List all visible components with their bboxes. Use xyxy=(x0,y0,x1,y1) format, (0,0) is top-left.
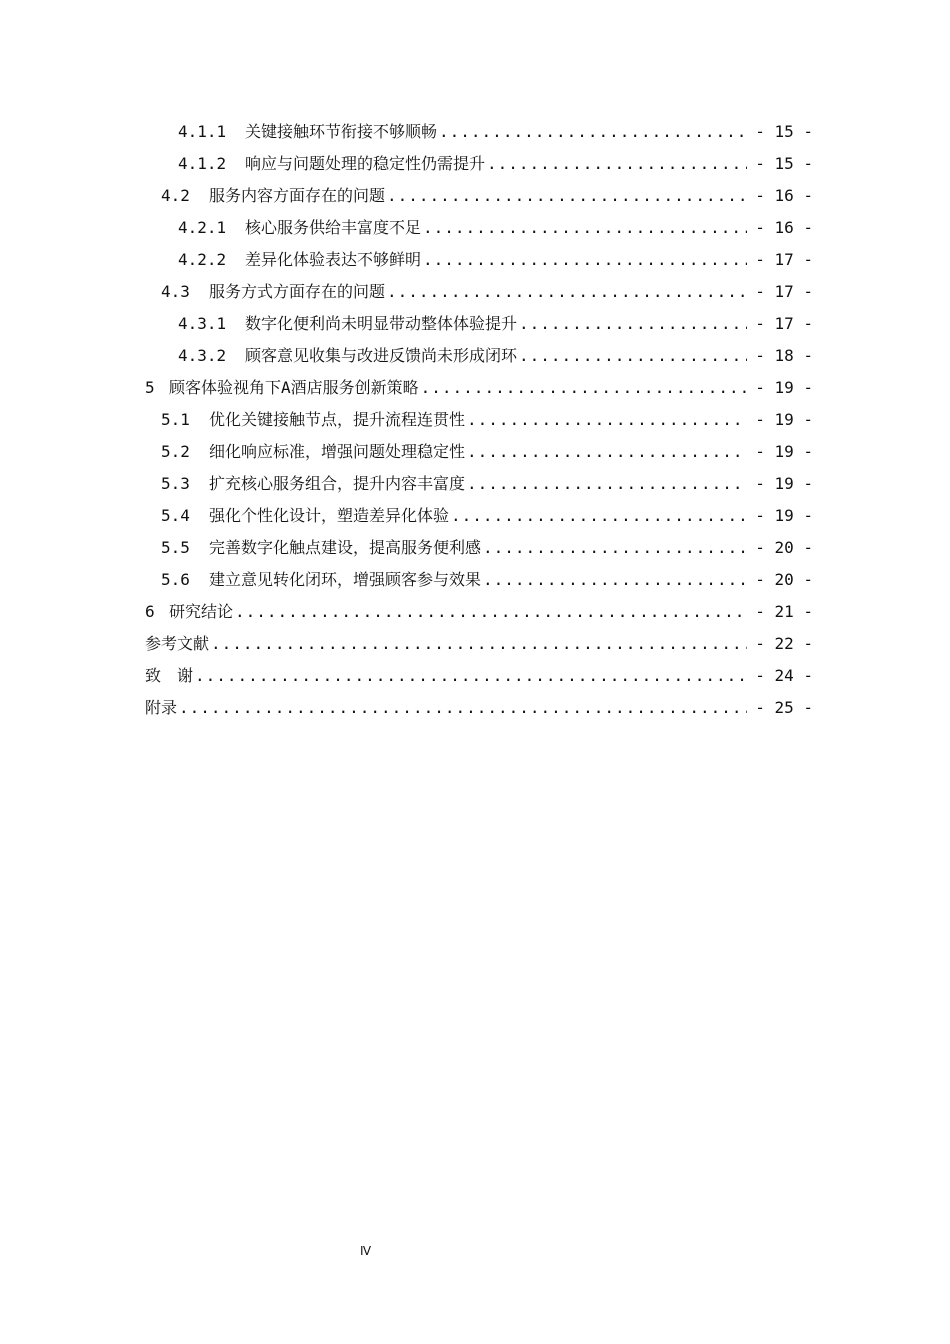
toc-entry-title: 顾客意见收集与改进反馈尚未形成闭环 xyxy=(245,346,518,365)
toc-entry-number: 4.3.1 xyxy=(178,314,227,333)
toc-entry-title: 服务方式方面存在的问题 xyxy=(209,282,386,301)
toc-entry-title: 研究结论 xyxy=(169,602,234,621)
toc-entry[interactable] xyxy=(145,404,813,436)
toc-entry[interactable] xyxy=(145,564,813,596)
toc-entry-title: 响应与问题处理的稳定性仍需提升 xyxy=(245,154,486,173)
toc-entry-number: 5.6 xyxy=(161,570,190,589)
toc-entry[interactable] xyxy=(145,148,813,180)
toc-dot-leader xyxy=(387,276,747,308)
toc-entry-page: - 20 - xyxy=(755,570,813,589)
toc-entry-title: 附录 xyxy=(145,698,178,717)
toc-entry-page: - 16 - xyxy=(755,218,813,237)
toc-entry[interactable] xyxy=(145,372,813,404)
toc-dot-leader xyxy=(487,148,747,180)
toc-entry-number: 5.2 xyxy=(161,442,190,461)
toc-entry-number: 5.5 xyxy=(161,538,190,557)
toc-entry-number: 4.1.2 xyxy=(178,154,227,173)
toc-entry[interactable] xyxy=(145,628,813,660)
toc-dot-leader xyxy=(439,116,747,148)
toc-entry-number: 5.4 xyxy=(161,506,190,525)
toc-entry-title: 完善数字化触点建设，提高服务便利感 xyxy=(209,538,482,557)
toc-entry-number: 5 xyxy=(145,378,155,397)
toc-entry-title: 核心服务供给丰富度不足 xyxy=(245,218,422,237)
toc-entry-title: 扩充核心服务组合，提升内容丰富度 xyxy=(209,474,466,493)
toc-dot-leader xyxy=(387,180,747,212)
toc-entry-page: - 17 - xyxy=(755,250,813,269)
toc-entry-page: - 17 - xyxy=(755,282,813,301)
toc-dot-leader xyxy=(423,212,747,244)
toc-entry-page: - 19 - xyxy=(755,442,813,461)
toc-entry[interactable] xyxy=(145,692,813,724)
toc-dot-leader xyxy=(519,308,747,340)
toc-entry-title: 差异化体验表达不够鲜明 xyxy=(245,250,422,269)
toc-entry-title: 关键接触环节衔接不够顺畅 xyxy=(245,122,438,141)
toc-dot-leader xyxy=(423,244,747,276)
toc-dot-leader xyxy=(195,660,747,692)
toc-entry-page: - 22 - xyxy=(755,634,813,653)
toc-dot-leader xyxy=(211,628,747,660)
toc-entry-page: - 25 - xyxy=(755,698,813,717)
toc-entry-page: - 18 - xyxy=(755,346,813,365)
toc-entry[interactable] xyxy=(145,436,813,468)
toc-entry-number: 4.2.1 xyxy=(178,218,227,237)
toc-entry-title: 顾客体验视角下A酒店服务创新策略 xyxy=(169,378,419,397)
toc-entry[interactable] xyxy=(145,660,813,692)
toc-entry-page: - 19 - xyxy=(755,410,813,429)
toc-entry-number: 6 xyxy=(145,602,155,621)
toc-dot-leader xyxy=(421,372,747,404)
toc-entry-page: - 24 - xyxy=(755,666,813,685)
toc-dot-leader xyxy=(467,468,747,500)
toc-entry-number: 4.1.1 xyxy=(178,122,227,141)
toc-entry-page: - 21 - xyxy=(755,602,813,621)
toc-entry-number: 4.2 xyxy=(161,186,190,205)
toc-entry[interactable] xyxy=(145,244,813,276)
toc-dot-leader xyxy=(235,596,747,628)
toc-entry[interactable] xyxy=(145,468,813,500)
toc-entry[interactable] xyxy=(145,180,813,212)
toc-entry-page: - 19 - xyxy=(755,506,813,525)
toc-entry-page: - 15 - xyxy=(755,154,813,173)
toc-entry-number: 4.3.2 xyxy=(178,346,227,365)
toc-entry-page: - 19 - xyxy=(755,378,813,397)
toc-entry[interactable] xyxy=(145,212,813,244)
toc-dot-leader xyxy=(483,564,747,596)
toc-entry-title: 细化响应标准，增强问题处理稳定性 xyxy=(209,442,466,461)
toc-entry-title: 参考文献 xyxy=(145,634,210,653)
toc-dot-leader xyxy=(467,436,747,468)
toc-entry-number: 4.3 xyxy=(161,282,190,301)
toc-dot-leader xyxy=(467,404,747,436)
toc-entry[interactable] xyxy=(145,276,813,308)
toc-dot-leader xyxy=(451,500,747,532)
toc-entry[interactable] xyxy=(145,532,813,564)
page-number: Ⅳ xyxy=(360,1244,372,1258)
toc-entry-title: 服务内容方面存在的问题 xyxy=(209,186,386,205)
toc-entry-page: - 19 - xyxy=(755,474,813,493)
toc-entry[interactable] xyxy=(145,116,813,148)
toc-dot-leader xyxy=(483,532,747,564)
toc-entry[interactable] xyxy=(145,340,813,372)
table-of-contents xyxy=(145,116,813,724)
toc-entry-title: 数字化便利尚未明显带动整体体验提升 xyxy=(245,314,518,333)
toc-entry[interactable] xyxy=(145,500,813,532)
toc-entry-page: - 20 - xyxy=(755,538,813,557)
toc-entry-number: 5.3 xyxy=(161,474,190,493)
toc-entry[interactable] xyxy=(145,596,813,628)
toc-entry-title: 优化关键接触节点，提升流程连贯性 xyxy=(209,410,466,429)
toc-entry-title: 建立意见转化闭环，增强顾客参与效果 xyxy=(209,570,482,589)
toc-entry-number: 4.2.2 xyxy=(178,250,227,269)
toc-dot-leader xyxy=(179,692,747,724)
toc-entry-title: 强化个性化设计，塑造差异化体验 xyxy=(209,506,450,525)
toc-dot-leader xyxy=(519,340,747,372)
toc-entry-number: 5.1 xyxy=(161,410,190,429)
toc-entry-page: - 16 - xyxy=(755,186,813,205)
toc-entry-page: - 15 - xyxy=(755,122,813,141)
toc-entry-page: - 17 - xyxy=(755,314,813,333)
toc-entry-title: 致 谢 xyxy=(145,666,194,685)
toc-entry[interactable] xyxy=(145,308,813,340)
